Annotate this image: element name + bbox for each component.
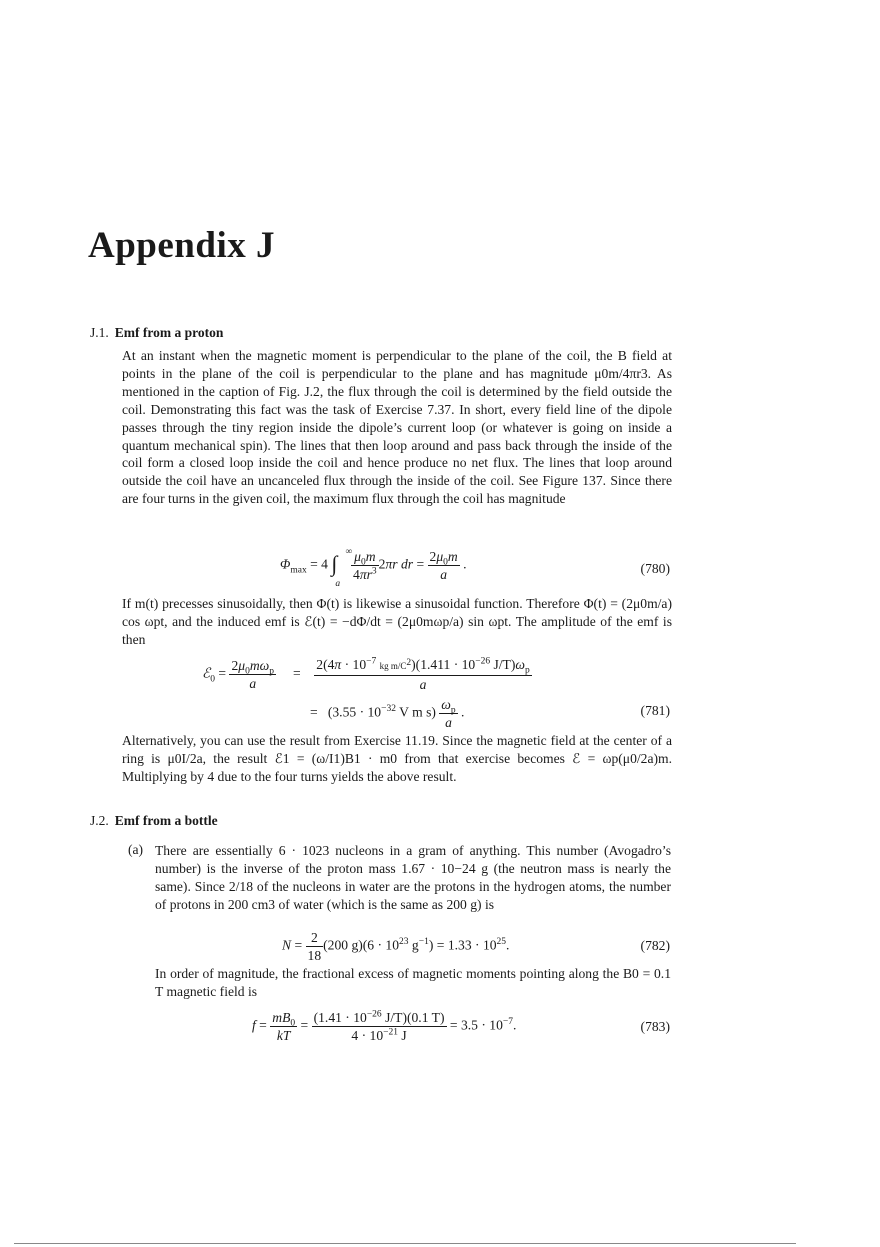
j2-paragraph-1 [155, 842, 671, 914]
section-number: J.2. [90, 813, 109, 828]
section-title: Emf from a bottle [114, 813, 218, 828]
equation-number-780: (780) [640, 561, 670, 576]
footer-rule [14, 1243, 796, 1244]
equation-781-line-1: ℰ$_0$ = $\frac{2\mu_0m\omega_p}{a}$ = $\frac{2(4\pi \cdot 10^{-7} kg m/C^2)(1.411 \cdot 10^{-26} J/T)\omega_p}{a}$ [202, 656, 530, 692]
equation-781-line-2: = ($3.55 \cdot 10^{-32}$ V m s) $\frac{\omega_p}{a}$ . [310, 697, 465, 730]
section-title: Emf from a proton [114, 325, 224, 340]
j1-paragraph-1 [122, 347, 672, 508]
j2-paragraph-1-text: There are essentially 6 · 1023 nucleons in a gram of anything. This number (Avogadro’s number) is the inverse of the proton mass 1.67 · 10−24 g (the neutron mass is nearly the same). Since 2/18 of the nucleons in water are the protons in the hydrogen atoms, the number of protons in 200 cm3 of water (which is the same as 200 g) is [155, 843, 671, 912]
section-heading-j1 [90, 325, 223, 341]
j1-paragraph-2 [122, 595, 672, 649]
j1-paragraph-1-text: At an instant when the magnetic moment is perpendicular to the plane of the coil, the B field at points in the plane of the coil is perpendicular to the plane and has magnitude μ0m/4πr3. As mentioned in the caption of Fig. J.2, the flux through the coil is determined by the field outside the coil. Demonstrating this fact was the task of Exercise 7.37. In short, every field line of the dipole passes through the tiny region inside the dipole’s current loop (or whatever is going on inside a quantum mechanical spin). The lines that then loop around and pass back through the inside of the coil form a closed loop inside the coil and hence produce no net flux. The lines that loop around outside the coil have an uncanceled flux through the inside of the coil. See Figure 137. Since there are four turns in the given coil, the maximum flux through the coil has magnitude [122, 348, 672, 507]
equation-783: f = $\frac{mB_0}{kT}$ = $\frac{(1.41 \cdot 10^{-26} J/T)(0.1 T)}{4 \cdot 10^{-21} J}$ = $3.5 \cdot 10^{-7}$. [252, 1009, 517, 1043]
chapter-title: Appendix J [88, 225, 275, 266]
j2-paragraph-2-text: In order of magnitude, the fractional excess of magnetic moments pointing along the B0 = 0.1 T magnetic field is [155, 966, 671, 999]
equation-782: N = $\frac{2}{18}$ (200 $g)(6 \cdot 10^{23}$ $g^{-1}) = 1.33 \cdot 10^{25}$. [282, 930, 510, 963]
equation-780: $\Phi_{max} = 4$ ∫ ∞ a $\frac{\mu_0m}{4\pi r^3}$ 2πr dr = $\frac{2\mu_0m}{a}$ . [280, 546, 467, 589]
j1-paragraph-3-text: Alternatively, you can use the result from Exercise 11.19. Since the magnetic field at the center of a ring is μ0I/2a, the result ℰ1 = (ω/I1)B1 · m0 from that exercise becomes ℰ = ωp(μ0/2a)m. Multiplying by 4 due to the four turns yields the above result. [122, 733, 672, 784]
section-heading-j2 [90, 813, 218, 829]
equation-number-783: (783) [640, 1019, 670, 1034]
item-a-label: (a) [128, 842, 144, 857]
equation-number-781: (781) [640, 703, 670, 718]
j2-paragraph-2 [155, 965, 671, 1001]
section-number: J.1. [90, 325, 109, 340]
j1-paragraph-3 [122, 732, 672, 786]
j1-paragraph-2-text: If m(t) precesses sinusoidally, then Φ(t) is likewise a sinusoidal function. Therefore Φ(t) = (2μ0m/a) cos ωpt, and the induced emf is ℰ(t) = −dΦ/dt = (2μ0mωp/a) sin ωpt. The amplitude of the emf is then [122, 596, 672, 647]
equation-number-782: (782) [640, 938, 670, 953]
